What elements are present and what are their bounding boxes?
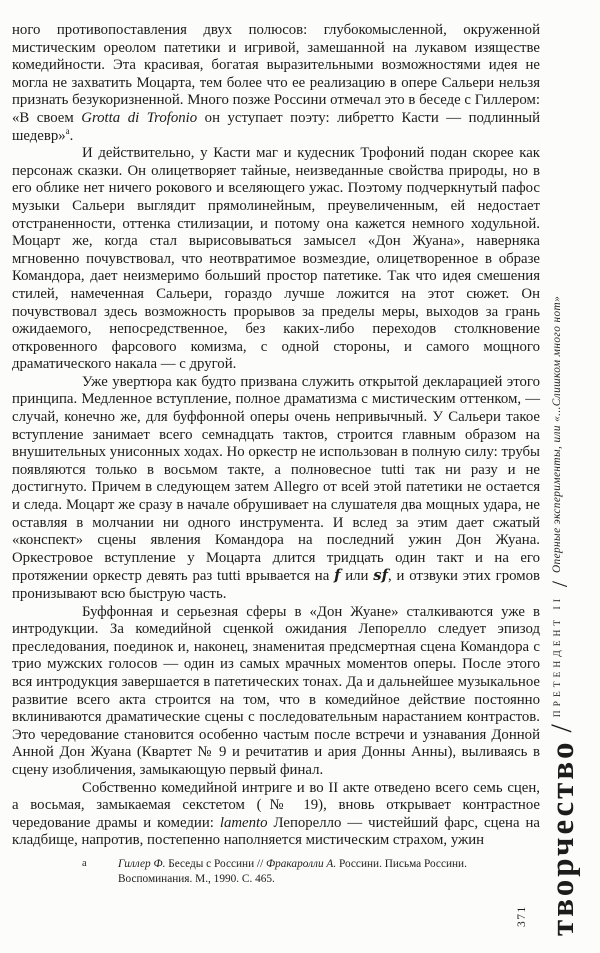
text-run: Буффонная и серьезная сферы в «Дон Жуане» сталкиваются уже в интродукции. За комедийной сценкой ожидания Лепорелло следует эпизод преследования, поединок и, наконец, знаменитая предсмертная сцена Командора с трио мужских голосов — один из самых мрачных моментов оперы. После этого вся интродукция завершается в патетических тонах. Да и дальнейшее музыкальное развитие всего акта строится на том, что в комедийное действие постоянно вклиниваются драматические сцены с последовательным нарастанием контрастов. Это чередование становится особенно частым после встречи и узнавания Донной Анной Дон Жуана (Квартет № 9 и речитатив и ария Донны Анны), выливаясь в сцену изобличения, замыкающую первый финал. (12, 603, 540, 778)
section-title: творчество (545, 739, 581, 936)
chapter-title: Оперные эксперименты, или «...Слишком много нот» (551, 295, 563, 574)
italic-text: Фракаролли А. (266, 858, 337, 870)
footnote (12, 857, 540, 886)
footnote-marker: а (82, 858, 87, 869)
text-run: Беседы с Россини // (165, 858, 267, 870)
main-text (12, 22, 540, 850)
text-run: И действительно, у Касти маг и кудесник Трофоний подан скорее как персонаж сказки. Он олицетворяет тайные, неизведанные свойства природы, но в его облике нет ничего рокового и вселяющего ужас. Поэтому подчеркнутый пафос музыки Сальери выглядит прямолинейным, преувеличенным, ей недостает отстраненности, оттенка стилизации, и потому она кажется немного ходульной. Моцарт же, когда стал вырисовываться замысел «Дон Жуана», наверняка мгновенно почувствовал, что неотвратимое возмездие, олицетворенное в образе Командора, дает неизмеримо больший простор патетике. Так что идея смешения стилей, намеченная Сальери, гораздо лучше ложится на этот сюжет. Он почувствовал здесь возможность прорывов за пределы меры, выходов за грань ожидаемого, непосредственное, без каких-либо переходов столкновение откровенного фарсового комизма, с одной стороны, и самого мощного драматического накала — с другой. (12, 145, 540, 373)
text-run: . (69, 127, 74, 144)
italic-text: Гиллер Ф. (118, 858, 166, 870)
dynamics-mark: f (334, 567, 341, 585)
italic-text: Grotta di Trofonio (81, 109, 198, 126)
paragraph (12, 145, 540, 374)
dynamics-mark: sf (373, 567, 388, 585)
margin-running-title (545, 295, 600, 936)
separator-slash: / (547, 581, 572, 588)
text-run: , и отзвуки этих громов пронизывают всю быструю часть. (12, 568, 540, 602)
footnote-text (118, 857, 530, 886)
text-run: Россини. Письма Россини. Воспоминания. М., 1990. С. 465. (118, 858, 467, 885)
paragraph (12, 780, 540, 850)
part-label: ПРЕТЕНДЕНТ II (553, 595, 563, 718)
text-run: Лепорелло — чистейший фарс, сцена на кладбище, напротив, постепенно наполняется мистическим страхом, ужин (12, 814, 540, 849)
paragraph (12, 374, 540, 604)
text-run: Собственно комедийной интриге и во II акте отведено всего семь сцен, а восьмая, замыкаемая секстетом (№ 19), вновь открывает контрастное чередование драмы и комедии: (12, 779, 540, 831)
separator-slash: / (545, 724, 578, 733)
italic-text: lamento (219, 814, 268, 831)
text-run: или (340, 568, 374, 585)
text-run: Уже увертюра как будто призвана служить открытой декларацией этого принципа. Медленное вступление, полное драматизма с мистическим оттенком, — случай, конечно же, для буффонной оперы очень непривычный. У Сальери такое вступление занимает всего семнадцать тактов, строится главным образом на внушительных унисонных ходах. Но оркестр не использован в полную силу: трубы появляются только в восьмом такте, а полновесное tutti так ни разу и не достигнуто. Причем в следующем затем Allegro от всей этой патетики не остается и следа. Моцарт же сразу в начале обрушивает на слушателя два мощных удара, не оставляя в молчании ни одного инструмента. И вслед за этим дает сжатый «конспект» сцены явления Командора на последний ужин Дон Жуана. Оркестровое вступление у Моцарта длится тридцать один такт и на его протяжении оркестр девять раз tutti врывается на (12, 373, 540, 585)
text-run: он уступает поэту: либретто Касти — подлинный шедевр» (12, 109, 540, 144)
paragraph (12, 604, 540, 780)
footnote-reference: а (65, 125, 70, 136)
paragraph (12, 22, 540, 145)
text-run: ного противопоставления двух полюсов: глубокомысленной, окруженной мистическим ореолом патетики и игривой, замешанной на лукавом изяществе комедийности. Эта красивая, богатая выразительными возможностями идея не могла не захватить Моцарта, тем более что ее реализацию в опере Сальери нельзя признать безукоризненной. Много позже Россини отмечал это в беседе с Гиллером: «В своем (12, 22, 540, 126)
page-number: 371 (516, 905, 528, 927)
